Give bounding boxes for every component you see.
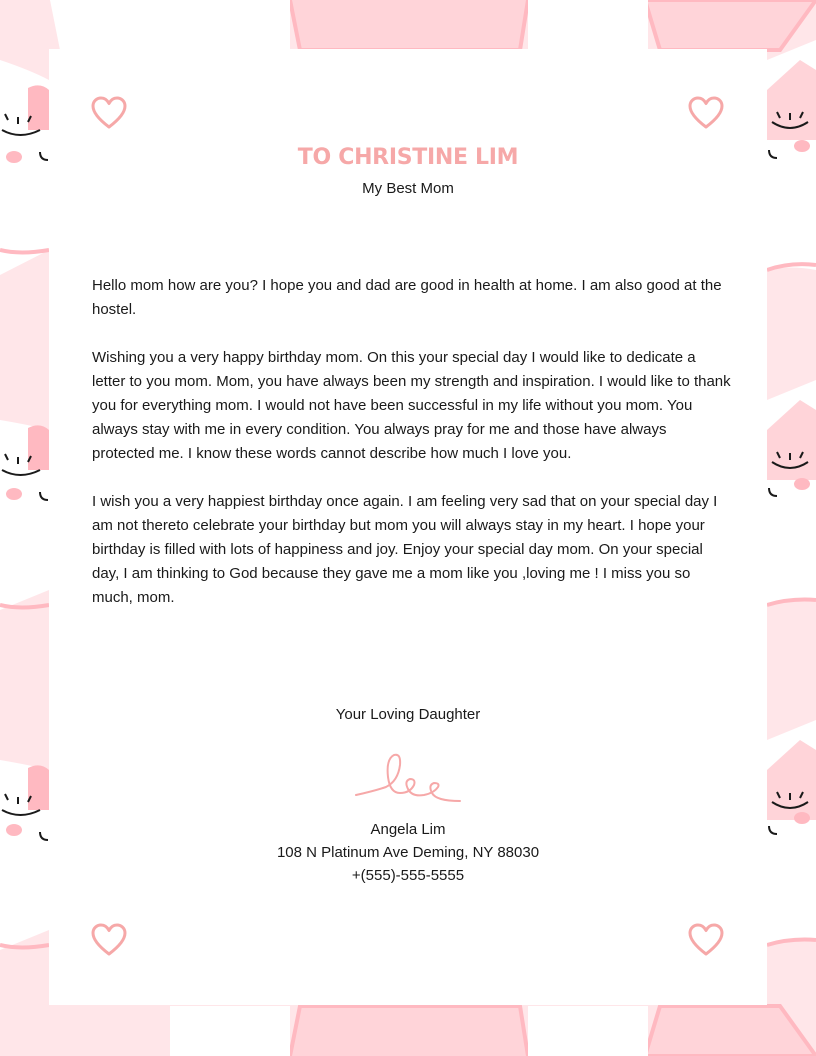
letter-body [92, 274, 732, 634]
letter-closing: Your Loving Daughter [335, 706, 481, 723]
body-paragraph: Wishing you a very happy birthday mom. On this your special day I would like to dedicate a letter to you mom. Mom, you have always been my strength and inspiration. I would like to thank you for everything mom. I would not have been successful in my life without you mom. You always stay with me in every condition. You always pray for me and those have always protected me. I know these words cannot describe how much I love you. [92, 349, 731, 462]
heart-icon [688, 923, 724, 957]
letter-title: TO CHRISTINE LIM [297, 145, 519, 170]
sender-contact [49, 818, 767, 887]
sender-address: 108 N Platinum Ave Deming, NY 88030 [276, 844, 540, 861]
cat-face-icon [767, 40, 816, 945]
heart-icon [91, 923, 127, 957]
sender-phone: +(555)-555-5555 [351, 867, 465, 884]
letter-card [49, 49, 767, 1005]
heart-icon [688, 96, 724, 130]
body-paragraph: Hello mom how are you? I hope you and dad are good in health at home. I am also good at the hostel. [92, 277, 722, 318]
cat-face-icon [0, 0, 49, 1056]
body-paragraph: I wish you a very happiest birthday once again. I am feeling very sad that on your special day I am not thereto celebrate your birthday but mom you will always stay in my heart. I hope your birthday is filled with lots of happiness and joy. Enjoy your special day mom. On your special day, I am thinking to God because they gave me a mom like you ,loving me ! I miss you so much, mom. [92, 493, 718, 606]
letter-subtitle: My Best Mom [362, 180, 454, 197]
signature-icon [354, 747, 464, 809]
sender-name: Angela Lim [370, 821, 446, 838]
heart-icon [91, 96, 127, 130]
